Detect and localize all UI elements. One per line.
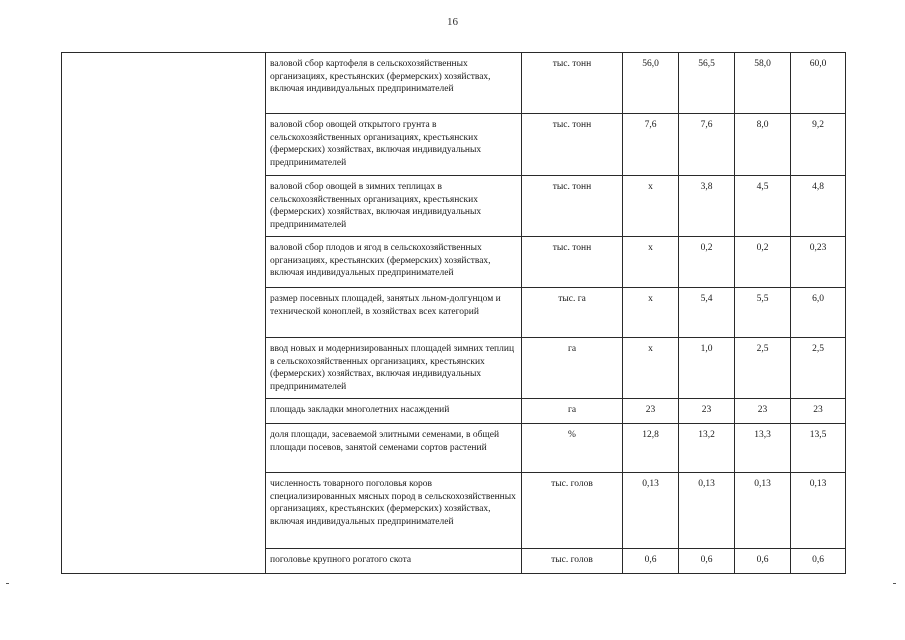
value-cell: 2,5: [791, 338, 846, 399]
unit-cell: га: [522, 399, 623, 424]
value-cell: 8,0: [735, 114, 791, 176]
value-cell: 3,8: [679, 176, 735, 237]
value-cell: 0,6: [735, 549, 791, 574]
indicator-cell: ввод новых и модернизированных площадей зимних теплиц в сельскохозяйственных организациях, крестьянских (фермерских) хозяйствах, включая индивидуальных предпринимателей: [266, 338, 522, 399]
indicator-cell: численность товарного поголовья коров специализированных мясных пород в сельскохозяйственных организациях, крестьянских (фермерских) хозяйствах, включая индивидуальных предпринимателей: [266, 473, 522, 549]
value-cell: х: [623, 237, 679, 288]
unit-cell: тыс. голов: [522, 473, 623, 549]
scan-mark: [6, 583, 9, 584]
unit-cell: тыс. голов: [522, 549, 623, 574]
blank-left-column: [62, 53, 266, 574]
unit-cell: %: [522, 424, 623, 473]
value-cell: х: [623, 176, 679, 237]
value-cell: 0,13: [791, 473, 846, 549]
unit-cell: тыс. тонн: [522, 114, 623, 176]
unit-cell: тыс. га: [522, 288, 623, 338]
indicator-cell: площадь закладки многолетних насаждений: [266, 399, 522, 424]
value-cell: 13,2: [679, 424, 735, 473]
value-cell: 0,13: [735, 473, 791, 549]
value-cell: 23: [791, 399, 846, 424]
indicator-cell: валовой сбор картофеля в сельскохозяйственных организациях, крестьянских (фермерских) хозяйствах, включая индивидуальных предпринимателей: [266, 53, 522, 114]
value-cell: 7,6: [623, 114, 679, 176]
value-cell: 0,23: [791, 237, 846, 288]
value-cell: 23: [735, 399, 791, 424]
indicator-cell: валовой сбор овощей открытого грунта в сельскохозяйственных организациях, крестьянских (фермерских) хозяйствах, включая индивидуальных предпринимателей: [266, 114, 522, 176]
unit-cell: тыс. тонн: [522, 237, 623, 288]
value-cell: 0,6: [623, 549, 679, 574]
unit-cell: тыс. тонн: [522, 53, 623, 114]
value-cell: 0,2: [679, 237, 735, 288]
value-cell: 0,6: [791, 549, 846, 574]
indicator-cell: доля площади, засеваемой элитными семенами, в общей площади посевов, занятой семенами сортов растений: [266, 424, 522, 473]
value-cell: 60,0: [791, 53, 846, 114]
value-cell: 7,6: [679, 114, 735, 176]
value-cell: х: [623, 288, 679, 338]
value-cell: 4,5: [735, 176, 791, 237]
value-cell: 1,0: [679, 338, 735, 399]
value-cell: 13,3: [735, 424, 791, 473]
value-cell: 23: [623, 399, 679, 424]
value-cell: 56,0: [623, 53, 679, 114]
value-cell: 5,4: [679, 288, 735, 338]
indicator-cell: валовой сбор плодов и ягод в сельскохозяйственных организациях, крестьянских (фермерских) хозяйствах, включая индивидуальных предпринимателей: [266, 237, 522, 288]
value-cell: 0,6: [679, 549, 735, 574]
indicator-cell: валовой сбор овощей в зимних теплицах в сельскохозяйственных организациях, крестьянских (фермерских) хозяйствах, включая индивидуальных предпринимателей: [266, 176, 522, 237]
value-cell: 12,8: [623, 424, 679, 473]
indicators-table: [61, 52, 846, 574]
value-cell: 5,5: [735, 288, 791, 338]
value-cell: х: [623, 338, 679, 399]
value-cell: 13,5: [791, 424, 846, 473]
indicator-cell: поголовье крупного рогатого скота: [266, 549, 522, 574]
value-cell: 0,13: [679, 473, 735, 549]
value-cell: 23: [679, 399, 735, 424]
value-cell: 6,0: [791, 288, 846, 338]
unit-cell: га: [522, 338, 623, 399]
value-cell: 2,5: [735, 338, 791, 399]
value-cell: 0,13: [623, 473, 679, 549]
value-cell: 56,5: [679, 53, 735, 114]
value-cell: 9,2: [791, 114, 846, 176]
table-row: [62, 53, 846, 114]
value-cell: 4,8: [791, 176, 846, 237]
value-cell: 0,2: [735, 237, 791, 288]
page-number: 16: [447, 16, 458, 28]
scan-mark: [893, 583, 896, 584]
value-cell: 58,0: [735, 53, 791, 114]
indicator-cell: размер посевных площадей, занятых льном-долгунцом и технической коноплей, в хозяйствах всех категорий: [266, 288, 522, 338]
unit-cell: тыс. тонн: [522, 176, 623, 237]
